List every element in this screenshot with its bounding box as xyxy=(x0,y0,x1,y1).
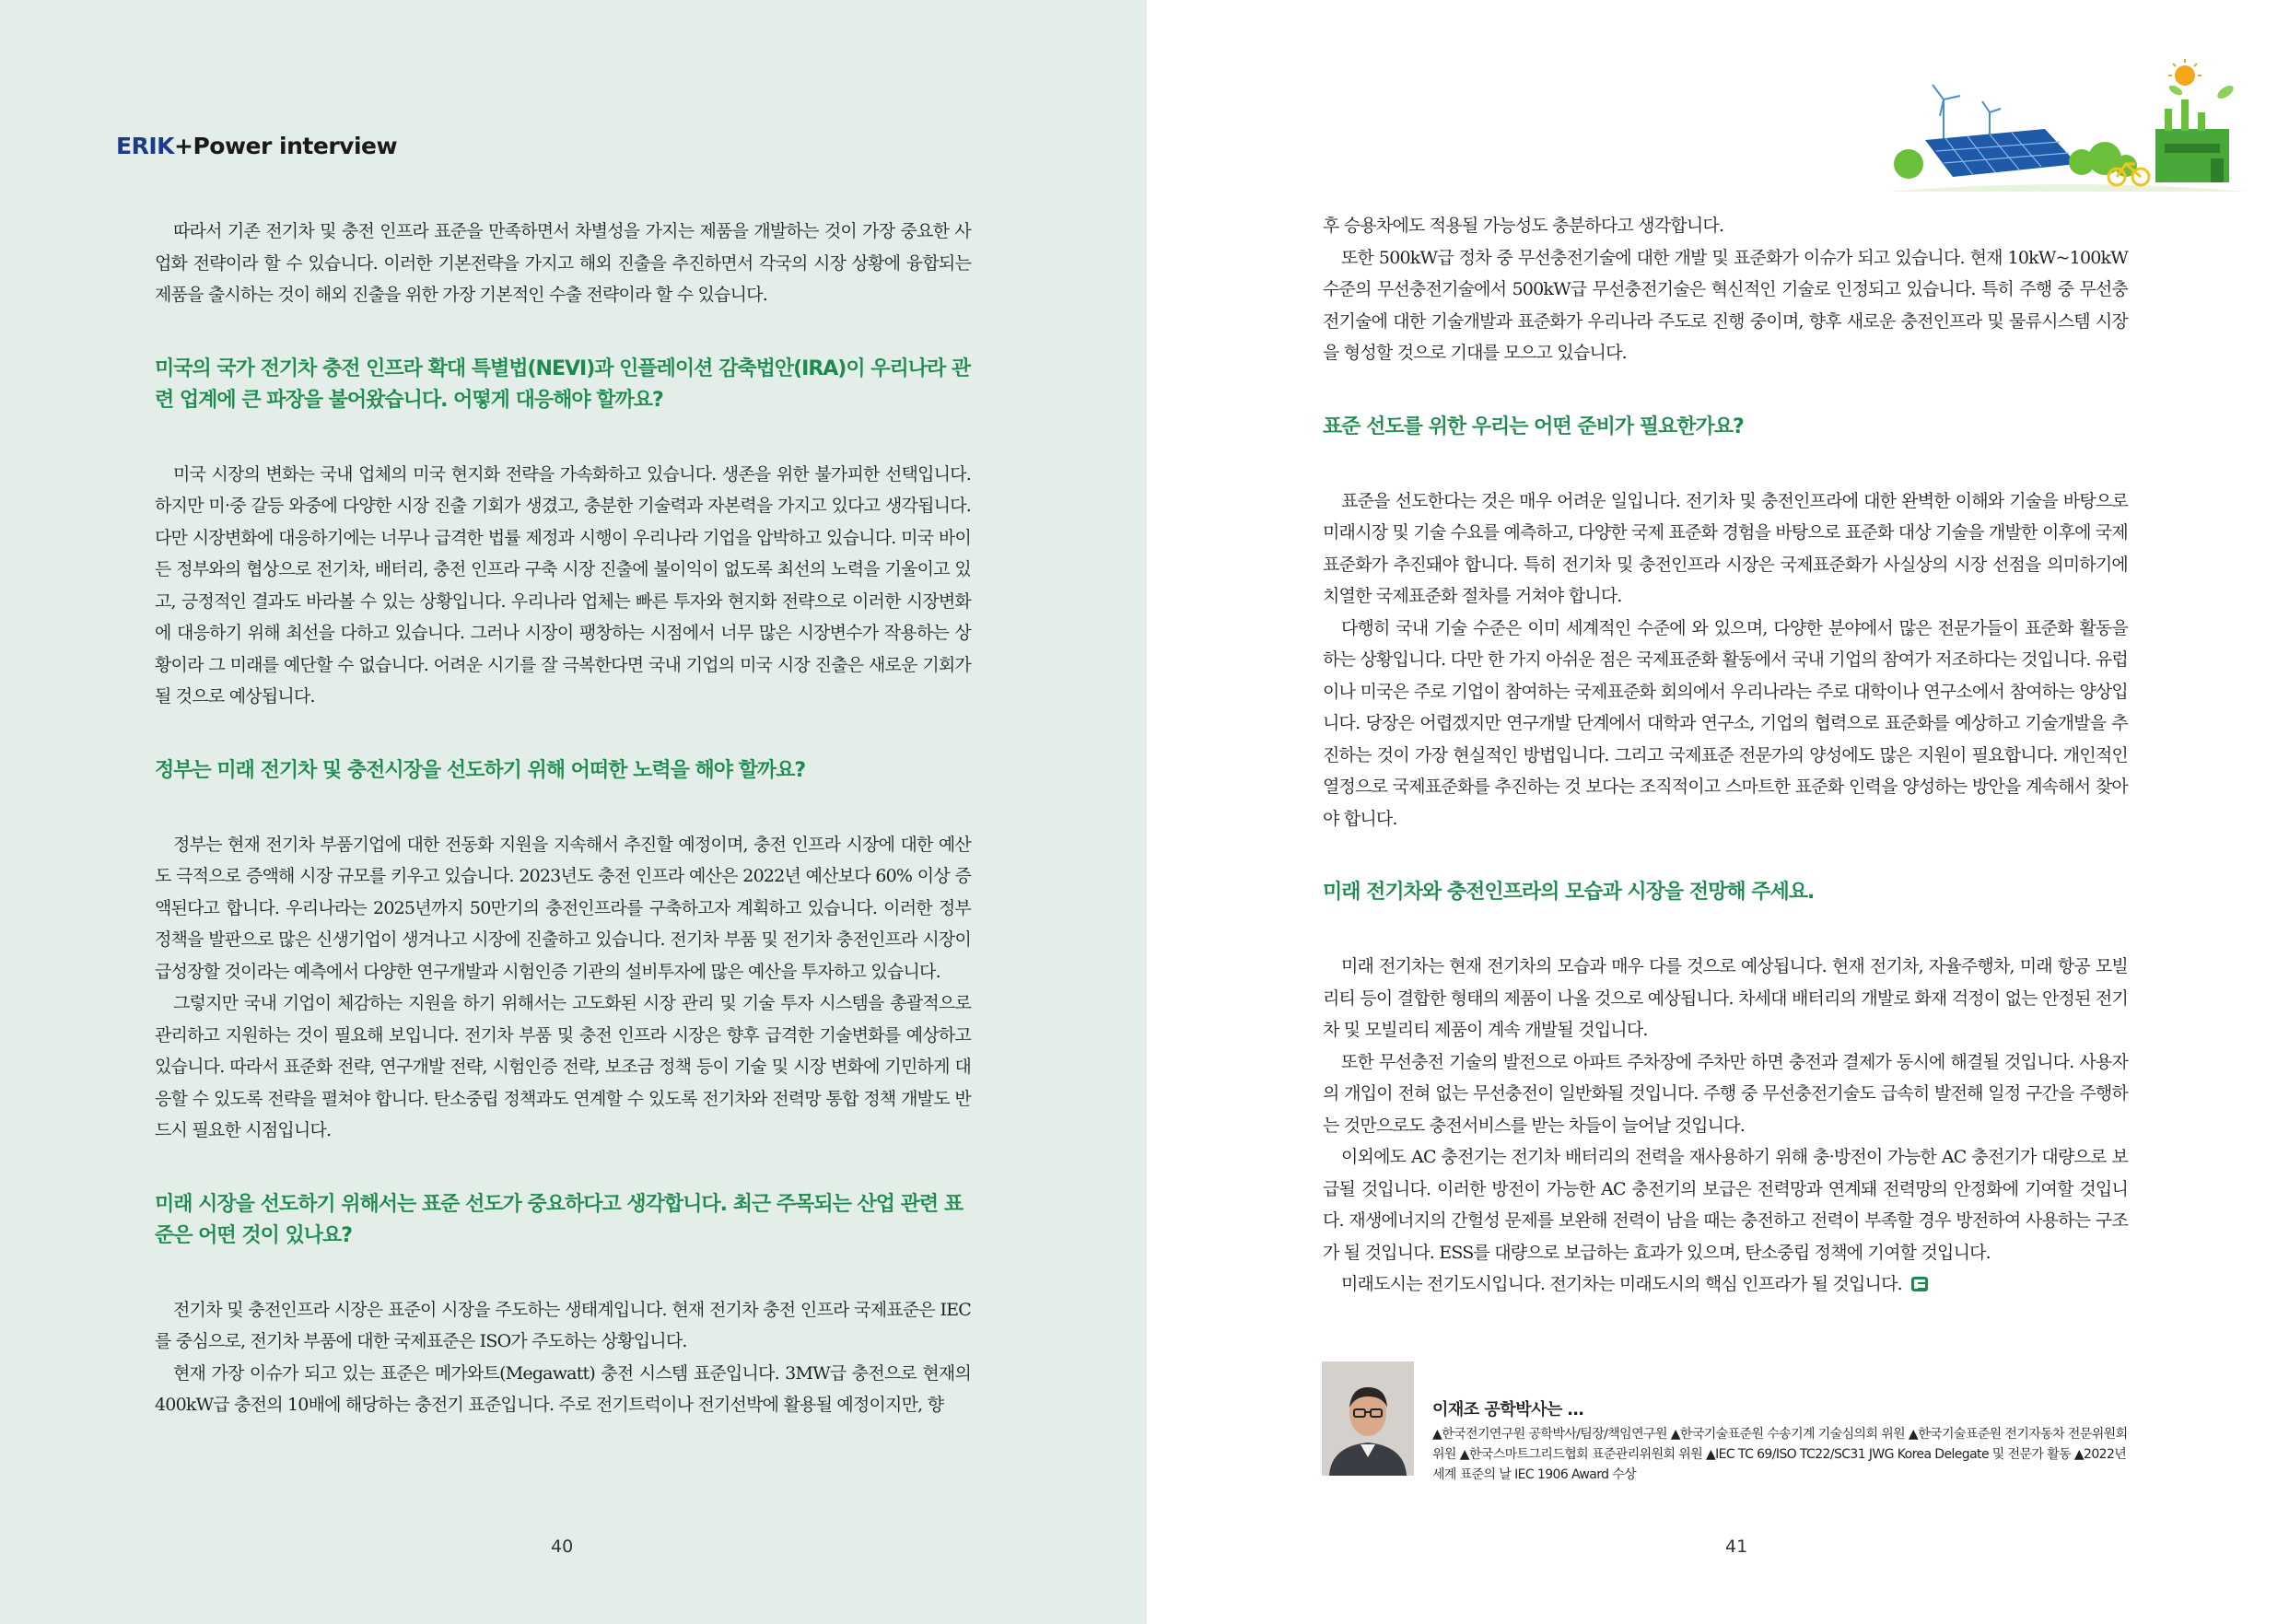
body-paragraph xyxy=(1323,485,2128,613)
paragraph-text: 다행히 국내 기술 수준은 이미 세계적인 수준에 와 있으며, 다양한 분야에서 많은 전문가들이 표준화 활동을 하는 상황입니다. 다만 한 가지 아쉬운 점은 국제표준화 활동에서 국내 기업의 참여가 저조하다는 것입니다. 유럽이나 미국은 주로 기업이 참여하는 국제표준화 회의에서 우리나라는 주로 대학이나 연구소에서 참여하는 양상입니다. 당장은 어렵겠지만 연구개발 단계에서 대학과 연구소, 기업의 협력으로 표준화를 예상하고 기술개발을 추진하는 것이 가장 현실적인 방법입니다. 그리고 국제표준 전문가의 양성에도 많은 지원이 필요합니다. 개인적인 열정으로 국제표준화를 추진하는 것 보다는 조직적이고 스마트한 표준화 인력을 양성하는 방안을 계속해서 찾아야 합니다. xyxy=(1323,617,2128,829)
section-question-heading xyxy=(155,1189,971,1252)
heading-text: 미래 전기차와 충전인프라의 모습과 시장을 전망해 주세요. xyxy=(1323,881,1815,904)
author-bio: ▲한국전기연구원 공학박사/팀장/책임연구원 ▲한국기술표준원 수송기계 기술심의회 위원 ▲한국기술표준원 전기자동차 전문위원회 위원 ▲한국스마트그리드협회 표준관리위원회 위원 ▲IEC TC 69/ISO TC22/SC31 JWG Korea Delegate 및 전문가 활동 ▲2022년 세계 표준의 날 IEC 1906 Award 수상 xyxy=(1432,1427,2128,1482)
paragraph-text: 현재 가장 이슈가 되고 있는 표준은 메가와트(Megawatt) 충전 시스템 표준입니다. 3MW급 충전으로 현재의 400kW급 충전의 10배에 해당하는 충전기 표준입니다. 주로 전기트럭이나 전기선박에 활용될 예정이지만, 향 xyxy=(155,1362,971,1415)
section-question-heading xyxy=(155,354,971,416)
paragraph-text: 따라서 기존 전기차 및 충전 인프라 표준을 만족하면서 차별성을 가지는 제품을 개발하는 것이 가장 중요한 사업화 전략이라 할 수 있습니다. 이러한 기본전략을 가지고 해외 진출을 추진하면서 각국의 시장 상황에 융합되는 제품을 출시하는 것이 해외 진출을 위한 가장 기본적인 수출 전략이라 할 수 있습니다. xyxy=(155,221,971,305)
eco-city-illustration xyxy=(1888,55,2248,193)
author-photo xyxy=(1322,1361,1414,1476)
body-paragraph xyxy=(1323,242,2128,369)
paragraph-text: 미국 시장의 변화는 국내 업체의 미국 현지화 전략을 가속화하고 있습니다. 생존을 위한 불가피한 선택입니다. 하지만 미·중 갈등 와중에 다양한 시장 진출 기회가 생겼고, 충분한 기술력과 자본력을 가지고 있다고 생각됩니다. 다만 시장변화에 대응하기에는 너무나 급격한 법률 제정과 시행이 우리나라 기업을 압박하고 있습니다. 미국 바이든 정부와의 협상으로 전기차, 배터리, 충전 인프라 구축 시장 진출에 불이익이 없도록 최선의 노력을 기울이고 있고, 긍정적인 결과도 바라볼 수 있는 상황입니다. 우리나라 업체는 빠른 투자와 현지화 전략으로 이러한 시장변화에 대응하기 위해 최선을 다하고 있습니다. 그러나 시장이 팽창하는 시점에서 너무 많은 시장변수가 작용하는 상황이라 그 미래를 예단할 수 없습니다. 어려운 시기를 잘 극복한다면 국내 기업의 미국 시장 진출은 새로운 기회가 될 것으로 예상됩니다. xyxy=(155,463,971,707)
magazine-section-title xyxy=(116,133,397,159)
paragraph-text: 그렇지만 국내 기업이 체감하는 지원을 하기 위해서는 고도화된 시장 관리 및 기술 투자 시스템을 총괄적으로 관리하고 지원하는 것이 필요해 보입니다. 전기차 부품 및 충전 인프라 시장은 향후 급격한 기술변화를 예상하고 있습니다. 따라서 표준화 전략, 연구개발 전략, 시험인증 전략, 보조금 정책 등이 기술 및 시장 변화에 기민하게 대응할 수 있도록 전략을 펼쳐야 합니다. 탄소중립 정책과도 연계할 수 있도록 전기차와 전력망 통합 정책 개발도 반드시 필요한 시점입니다. xyxy=(155,993,971,1140)
paragraph-text: 미래도시는 전기도시입니다. 전기차는 미래도시의 핵심 인프라가 될 것입니다. xyxy=(1341,1274,1902,1294)
heading-text: 정부는 미래 전기차 및 충전시장을 선도하기 위해 어떠한 노력을 해야 할까요? xyxy=(155,758,806,782)
paragraph-text: 표준을 선도한다는 것은 매우 어려운 일입니다. 전기차 및 충전인프라에 대한 완벽한 이해와 기술을 바탕으로 미래시장 및 기술 수요를 예측하고, 다양한 국제 표준화 경험을 바탕으로 표준화 대상 기술을 개발한 이후에 국제표준화가 추진돼야 합니다. 특히 전기차 및 충전인프라 시장은 국제표준화가 사실상의 시장 선점을 의미하기에 치열한 국제표준화 절차를 거쳐야 합니다. xyxy=(1323,490,2128,606)
paragraph-text: 이외에도 AC 충전기는 전기차 배터리의 전력을 재사용하기 위해 충·방전이 가능한 AC 충전기가 대량으로 보급될 것입니다. 이러한 방전이 가능한 AC 충전기의 보급은 전력망과 연계돼 전력망의 안정화에 기여할 것입니다. 재생에너지의 간헐성 문제를 보완해 전력이 남을 때는 충전하고 전력이 부족할 경우 방전하여 사용하는 구조가 될 것입니다. ESS를 대량으로 보급하는 효과가 있으며, 탄소중립 정책에 기여할 것입니다. xyxy=(1323,1147,2128,1263)
paragraph-text: 미래 전기차는 현재 전기차의 모습과 매우 다를 것으로 예상됩니다. 현재 전기차, 자율주행차, 미래 항공 모빌리티 등이 결합한 형태의 제품이 나올 것으로 예상됩니다. 차세대 배터리의 개발로 화재 걱정이 없는 안정된 전기차 및 모빌리티 제품이 계속 개발될 것입니다. xyxy=(1323,956,2128,1040)
body-paragraph xyxy=(155,1294,971,1358)
page-number-right: 41 xyxy=(1725,1536,1748,1557)
author-portrait-icon xyxy=(1322,1361,1414,1476)
right-page xyxy=(1147,0,2289,1624)
sun-icon xyxy=(2175,65,2195,86)
heading-text: 미래 시장을 선도하기 위해서는 표준 선도가 중요하다고 생각합니다. 최근 주목되는 산업 관련 표준은 어떤 것이 있나요? xyxy=(155,1192,963,1247)
body-paragraph xyxy=(1323,613,2128,835)
green-factory-icon xyxy=(2155,99,2229,182)
ground-icon xyxy=(1888,184,2248,192)
heading-text: 표준 선도를 위한 우리는 어떤 준비가 필요한가요? xyxy=(1323,415,1744,438)
paragraph-text: 또한 500kW급 정차 중 무선충전기술에 대한 개발 및 표준화가 이슈가 되고 있습니다. 현재 10kW~100kW 수준의 무선충전기술에서 500kW급 무선충전기술은 혁신적인 기술로 인정되고 있습니다. 특히 주행 중 무선충전기술에 대한 기술개발과 표준화가 우리나라 주도로 진행 중이며, 향후 새로운 충전인프라 및 물류시스템 시장을 형성할 것으로 기대를 모으고 있습니다. xyxy=(1323,247,2128,363)
section-question-heading xyxy=(155,755,971,787)
body-paragraph xyxy=(155,829,971,988)
page-number-left: 40 xyxy=(551,1536,574,1557)
solar-panel-icon xyxy=(1925,129,2077,177)
brand-power-interview: +Power interview xyxy=(174,133,398,159)
leaf-icon xyxy=(2167,83,2236,101)
brand-erik: ERIK xyxy=(116,133,175,159)
body-paragraph xyxy=(1323,1141,2128,1268)
author-profile-text xyxy=(1432,1396,2132,1485)
right-article-column xyxy=(1323,210,2128,1301)
body-paragraph xyxy=(1323,210,2128,242)
section-question-heading xyxy=(1323,877,2128,908)
heading-text: 미국의 국가 전기차 충전 인프라 확대 특별법(NEVI)과 인플레이션 감축법안(IRA)이 우리나라 관련 업계에 큰 파장을 불어왔습니다. 어떻게 대응해야 할까요? xyxy=(155,356,971,412)
body-paragraph xyxy=(155,1358,971,1421)
author-profile xyxy=(1322,1361,2132,1481)
left-article-column xyxy=(155,216,971,1421)
section-question-heading xyxy=(1323,412,2128,443)
author-name: 이재조 공학박사는 … xyxy=(1432,1400,1584,1420)
paragraph-text: 또한 무선충전 기술의 발전으로 아파트 주차장에 주차만 하면 충전과 결제가 동시에 해결될 것입니다. 사용자의 개입이 전혀 없는 무선충전이 일반화될 것입니다. 주행 중 무선충전기술도 급속히 발전해 일정 구간을 주행하는 것만으로도 충전서비스를 받는 차들이 늘어날 것입니다. xyxy=(1323,1051,2128,1136)
paragraph-text: 전기차 및 충전인프라 시장은 표준이 시장을 주도하는 생태계입니다. 현재 전기차 충전 인프라 국제표준은 IEC를 중심으로, 전기차 부품에 대한 국제표준은 ISO가 주도하는 상황입니다. xyxy=(155,1299,971,1351)
body-paragraph xyxy=(1323,951,2128,1046)
paragraph-text: 후 승용차에도 적용될 가능성도 충분하다고 생각합니다. xyxy=(1323,216,1724,236)
body-paragraph xyxy=(155,987,971,1147)
body-paragraph xyxy=(155,459,971,713)
article-end-icon xyxy=(1911,1277,1928,1291)
body-paragraph xyxy=(1323,1046,2128,1142)
body-paragraph xyxy=(1323,1268,2128,1301)
paragraph-text: 정부는 현재 전기차 부품기업에 대한 전동화 지원을 지속해서 추진할 예정이며, 충전 인프라 시장에 대한 예산도 극적으로 증액해 시장 규모를 키우고 있습니다. 2023년도 충전 인프라 예산은 2022년 예산보다 60% 이상 증액된다고 합니다. 우리나라는 2025년까지 50만기의 충전인프라를 구축하고자 계획하고 있습니다. 이러한 정부 정책을 발판으로 많은 신생기업이 생겨나고 시장에 진출하고 있습니다. 전기차 부품 및 전기차 충전인프라 시장이 급성장할 것이라는 예측에서 다양한 연구개발과 시험인증 기관의 설비투자에 많은 예산을 투자하고 있습니다. xyxy=(155,834,971,982)
body-paragraph xyxy=(155,216,971,311)
